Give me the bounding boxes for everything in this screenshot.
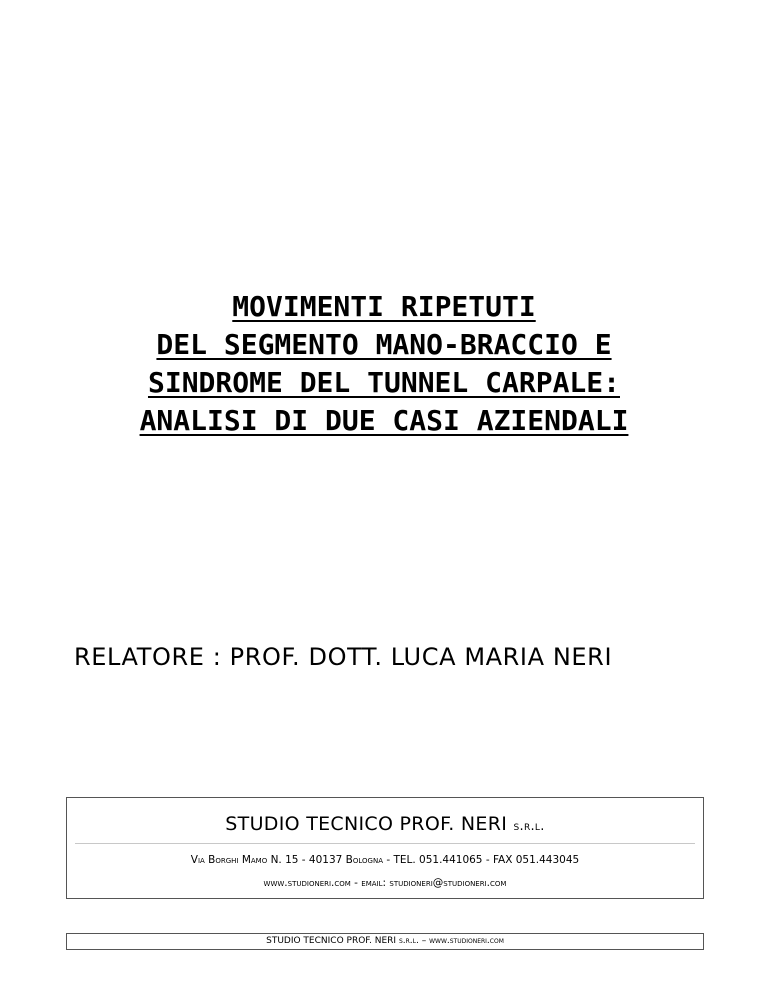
company-name: STUDIO TECNICO PROF. NERI: [225, 813, 508, 835]
speaker-line: RELATORE : PROF. DOTT. LUCA MARIA NERI: [74, 643, 613, 671]
footer-company-name: STUDIO TECNICO PROF. NERI: [266, 936, 397, 946]
company-suffix: s.r.l.: [513, 819, 545, 834]
title-line-2: DEL SEGMENTO MANO-BRACCIO E: [156, 328, 612, 361]
divider: [75, 843, 695, 844]
title-line-1: MOVIMENTI RIPETUTI: [232, 290, 536, 323]
company-info-box: [66, 797, 704, 899]
page-footer: [66, 933, 704, 950]
company-web-email: www.studioneri.com - email: studioneri@studioneri.com: [263, 877, 507, 889]
company-address: Via Borghi Mamo N. 15 - 40137 Bologna - TEL. 051.441065 - FAX 051.443045: [190, 854, 580, 866]
footer-company-rest: s.r.l. – www.studioneri.com: [398, 936, 504, 946]
title-line-3: SINDROME DEL TUNNEL CARPALE:: [147, 366, 620, 399]
document-title: [0, 288, 768, 440]
company-name-line: [67, 813, 703, 835]
title-line-4: ANALISI DI DUE CASI AZIENDALI: [139, 404, 629, 437]
